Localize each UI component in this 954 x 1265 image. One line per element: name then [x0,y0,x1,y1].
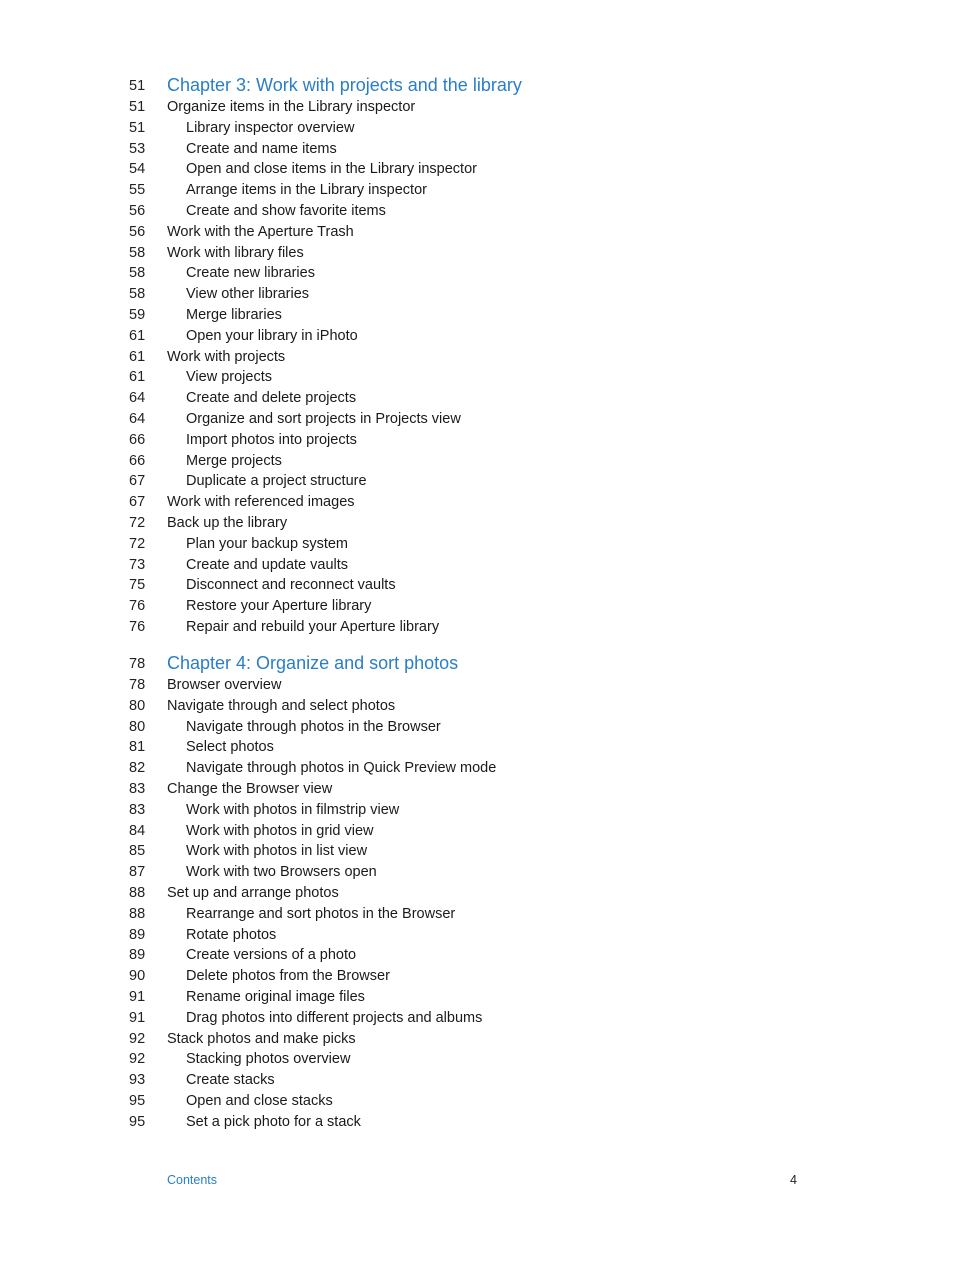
entry-page-number: 95 [129,1092,146,1109]
toc-subentry[interactable] [0,409,954,430]
toc-entry[interactable] [0,243,954,264]
entry-page-number: 51 [129,99,146,115]
entry-title: Create and delete projects [186,390,357,407]
entry-title: Import photos into projects [186,431,357,448]
footer-section-label[interactable]: Contents [167,1173,218,1187]
toc-subentry[interactable] [0,1008,954,1029]
toc-subentry[interactable] [0,904,954,925]
toc-subentry[interactable] [0,966,954,987]
chapter-4-section [0,652,954,1133]
entry-page-number: 75 [129,577,146,594]
entry-page-number: 84 [129,822,146,839]
entry-page-number: 55 [129,182,146,199]
entry-title: Create new libraries [186,265,315,282]
entry-page-number: 51 [129,119,146,136]
entry-page-number: 83 [129,780,146,797]
toc-subentry[interactable] [0,1091,954,1112]
entry-page-number: 90 [129,968,146,985]
entry-title: Stack photos and make picks [167,1030,356,1047]
toc-subentry[interactable] [0,758,954,779]
entry-page-number: 58 [129,244,146,261]
entry-page-number: 83 [129,801,146,818]
toc-subentry[interactable] [0,326,954,347]
entry-title: Work with photos in grid view [186,822,374,839]
entry-page-number: 64 [129,410,146,427]
toc-subentry[interactable] [0,471,954,492]
toc-subentry[interactable] [0,862,954,883]
entry-title: Create stacks [186,1072,275,1089]
entry-page-number: 76 [129,618,146,635]
entry-title: Set up and arrange photos [167,884,339,901]
entry-title: Arrange items in the Library inspector [186,182,427,199]
toc-entry[interactable] [0,675,954,696]
chapter-page-number: 78 [129,656,146,672]
entry-page-number: 73 [129,556,146,573]
entry-page-number: 82 [129,760,146,777]
entry-title: Open and close stacks [186,1092,333,1109]
entry-title: Drag photos into different projects and albums [186,1009,483,1026]
entry-title: Stacking photos overview [186,1051,351,1068]
entry-page-number: 88 [129,884,146,901]
toc-subentry[interactable] [0,1112,954,1133]
entry-page-number: 85 [129,843,146,860]
entry-title: Organize and sort projects in Projects view [186,410,461,427]
entry-page-number: 95 [129,1113,146,1130]
chapter-title: Chapter 3: Work with projects and the library [167,75,522,95]
entry-title: Work with referenced images [167,494,355,511]
entry-title: Duplicate a project structure [186,473,367,490]
entry-page-number: 67 [129,473,146,490]
toc-entry[interactable] [0,1029,954,1050]
footer-page-number: 4 [790,1173,797,1187]
entry-title: Work with projects [167,348,286,365]
entry-title: Navigate through and select photos [167,697,396,714]
entry-page-number: 67 [129,494,146,511]
entry-title: Work with the Aperture Trash [167,223,354,240]
entry-page-number: 56 [129,223,146,240]
entry-title: Merge libraries [186,306,282,323]
entry-page-number: 59 [129,306,146,323]
entry-page-number: 93 [129,1072,146,1089]
chapter-heading[interactable] [0,74,954,97]
entry-page-number: 61 [129,369,146,386]
toc-subentry[interactable] [0,305,954,326]
entry-title: Create and show favorite items [186,202,386,219]
entry-title: Set a pick photo for a stack [186,1113,361,1130]
toc-subentry[interactable] [0,159,954,180]
toc-entry[interactable] [0,347,954,368]
toc-subentry[interactable] [0,534,954,555]
entry-page-number: 80 [129,697,146,714]
toc-subentry[interactable] [0,555,954,576]
entry-title: Merge projects [186,452,282,469]
entry-page-number: 78 [129,677,146,693]
toc-entry[interactable] [0,492,954,513]
entry-page-number: 72 [129,514,146,531]
entry-title: View other libraries [186,286,310,303]
entry-title: Library inspector overview [186,119,355,136]
toc-subentry[interactable] [0,284,954,305]
toc-subentry[interactable] [0,139,954,160]
entry-page-number: 56 [129,202,146,219]
entry-page-number: 72 [129,535,146,552]
entry-title: Open and close items in the Library inspector [186,161,477,178]
entry-page-number: 61 [129,348,146,365]
entry-title: Rename original image files [186,988,365,1005]
entry-page-number: 66 [129,452,146,469]
entry-page-number: 87 [129,864,146,881]
toc-subentry[interactable] [0,180,954,201]
toc-subentry[interactable] [0,118,954,139]
entry-page-number: 61 [129,327,146,344]
entry-page-number: 89 [129,926,146,943]
entry-title: Create and name items [186,140,337,157]
chapter-entries [0,97,954,638]
entry-title: Navigate through photos in the Browser [186,718,441,735]
toc-subentry[interactable] [0,367,954,388]
toc-subentry[interactable] [0,263,954,284]
entry-title: Create and update vaults [186,556,349,573]
entry-page-number: 53 [129,140,146,157]
entry-title: View projects [186,369,272,386]
toc-subentry[interactable] [0,388,954,409]
entry-title: Work with photos in filmstrip view [186,801,400,818]
entry-title: Browser overview [167,677,282,693]
toc-entry[interactable] [0,513,954,534]
entry-page-number: 54 [129,161,146,178]
entry-page-number: 91 [129,988,146,1005]
entry-title: Change the Browser view [167,780,333,797]
entry-title: Navigate through photos in Quick Preview mode [186,760,497,777]
toc-subentry[interactable] [0,800,954,821]
chapter-title: Chapter 4: Organize and sort photos [167,653,459,673]
entry-page-number: 80 [129,718,146,735]
toc-subentry[interactable] [0,717,954,738]
entry-title: Disconnect and reconnect vaults [186,577,396,594]
entry-title: Repair and rebuild your Aperture library [186,618,440,635]
entry-title: Work with photos in list view [186,843,368,860]
toc-subentry[interactable] [0,575,954,596]
entry-page-number: 89 [129,947,146,964]
toc-entry[interactable] [0,97,954,118]
chapter-3-section [0,74,954,638]
toc-subentry[interactable] [0,737,954,758]
toc-entry[interactable] [0,222,954,243]
entry-title: Rearrange and sort photos in the Browser [186,905,456,922]
toc-subentry[interactable] [0,430,954,451]
entry-page-number: 88 [129,905,146,922]
entry-page-number: 92 [129,1051,146,1068]
entry-page-number: 66 [129,431,146,448]
entry-page-number: 58 [129,286,146,303]
entry-page-number: 58 [129,265,146,282]
toc-subentry[interactable] [0,451,954,472]
toc-entry[interactable] [0,779,954,800]
entry-title: Work with library files [167,244,304,261]
entry-title: Restore your Aperture library [186,598,372,615]
entry-title: Organize items in the Library inspector [167,99,416,115]
entry-title: Select photos [186,739,274,756]
toc-entry[interactable] [0,883,954,904]
toc-entry[interactable] [0,696,954,717]
chapter-page-number: 51 [129,78,146,94]
entry-page-number: 92 [129,1030,146,1047]
entry-title: Plan your backup system [186,535,348,552]
entry-title: Work with two Browsers open [186,864,377,881]
toc-subentry[interactable] [0,987,954,1008]
chapter-heading[interactable] [0,652,954,675]
toc-subentry[interactable] [0,1049,954,1070]
entry-title: Open your library in iPhoto [186,327,358,344]
toc-subentry[interactable] [0,841,954,862]
entry-title: Create versions of a photo [186,947,357,964]
toc-subentry[interactable] [0,925,954,946]
toc-subentry[interactable] [0,617,954,638]
toc-subentry[interactable] [0,596,954,617]
entry-title: Delete photos from the Browser [186,968,390,985]
entry-page-number: 76 [129,598,146,615]
toc-subentry[interactable] [0,821,954,842]
toc-subentry[interactable] [0,945,954,966]
entry-title: Back up the library [167,514,288,531]
entry-page-number: 91 [129,1009,146,1026]
entry-page-number: 64 [129,390,146,407]
chapter-entries [0,675,954,1133]
toc-subentry[interactable] [0,201,954,222]
toc-subentry[interactable] [0,1070,954,1091]
entry-page-number: 81 [129,739,146,756]
entry-title: Rotate photos [186,926,277,943]
